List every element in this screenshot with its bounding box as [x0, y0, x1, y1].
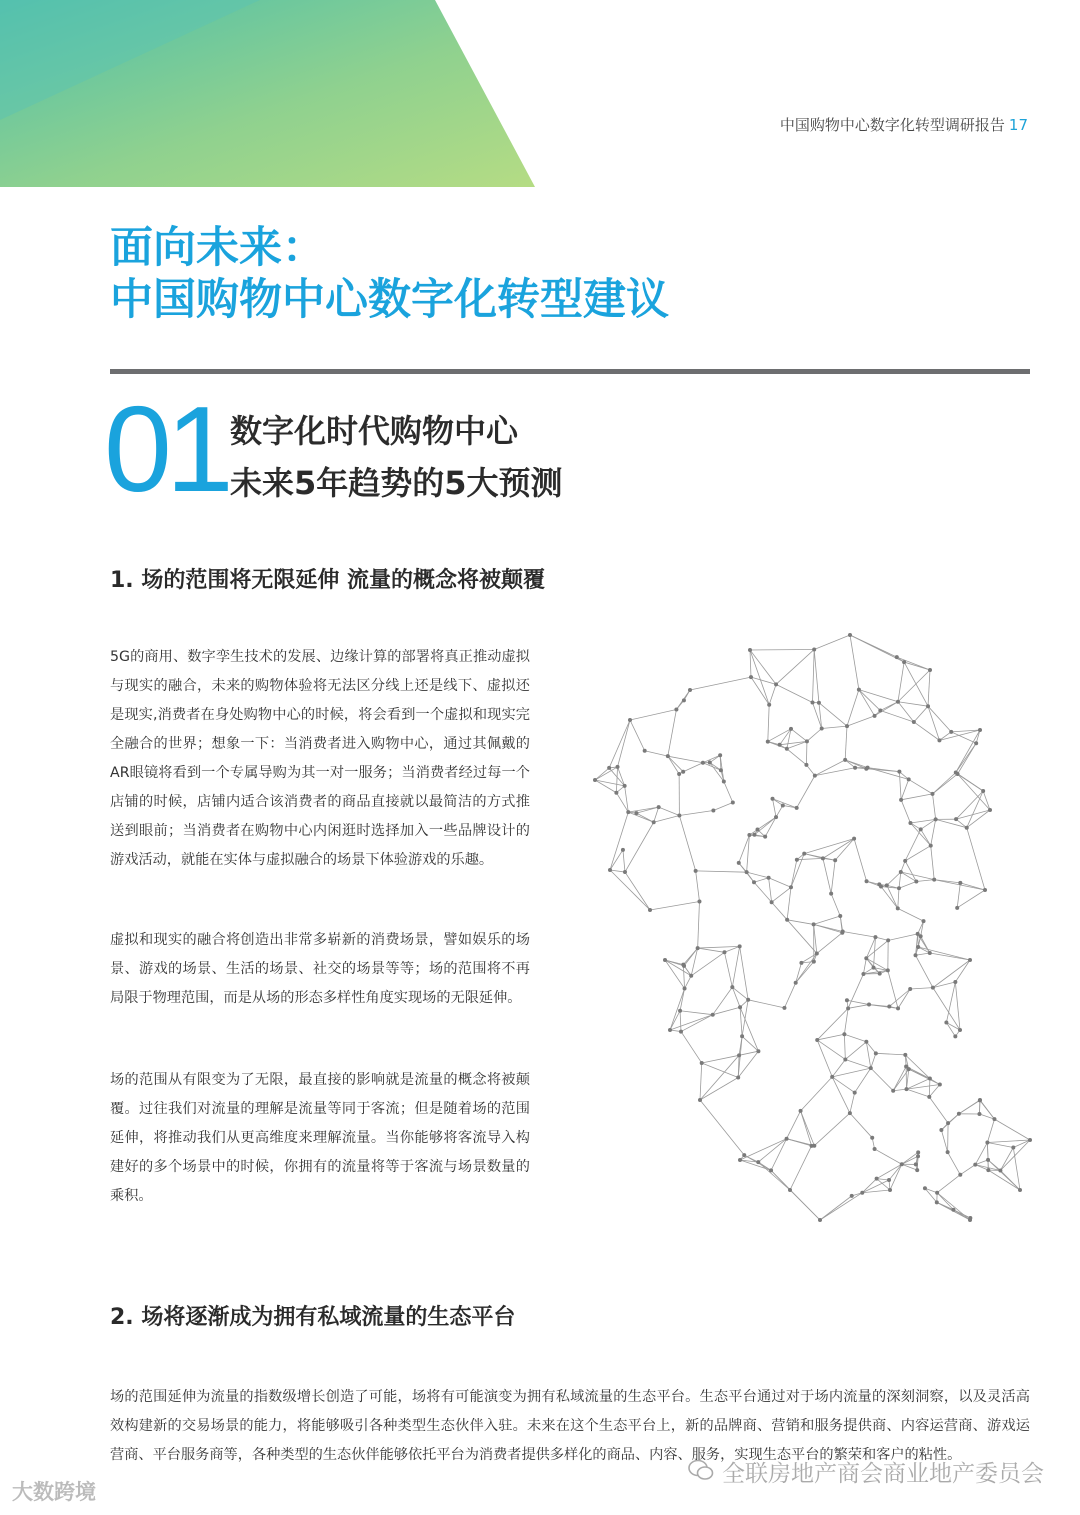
page-number: 17	[1008, 116, 1028, 134]
item-1-paragraph-1: 5G的商用、数字孪生技术的发展、边缘计算的部署将真正推动虚拟与现实的融合，未来的购物体验将无法区分线上还是线下、虚拟还是现实,消费者在身处购物中心的时候，将会看到一个虚拟和现实完全融合的世界；想象一下：当消费者进入购物中心，通过其佩戴的AR眼镜将看到一个专属导购为其一对一服务；当消费者经过每一个店铺的时候，店铺内适合该消费者的商品直接就以最简洁的方式推送到眼前；当消费者在购物中心内闲逛时选择加入一些品牌设计的游戏活动，就能在实体与虚拟融合的场景下体验游戏的乐趣。	[110, 649, 530, 868]
item-2-heading: 2. 场将逐渐成为拥有私域流量的生态平台	[110, 1305, 516, 1330]
title-line-2: 中国购物中心数字化转型建议	[110, 275, 669, 325]
item-1-paragraph-3: 场的范围从有限变为了无限，最直接的影响就是流量的概念将被颠覆。过往我们对流量的理解是流量等同于客流；但是随着场的范围延伸，将推动我们从更高维度来理解流量。当你能够将客流导入构建好的多个场景中的时候，你拥有的流量将等于客流与场景数量的乘积。	[110, 1072, 530, 1204]
report-title: 中国购物中心数字化转型调研报告	[779, 116, 1005, 134]
corner-decoration	[0, 0, 540, 190]
wireframe-head-vr-icon	[590, 630, 1050, 1230]
item-1-paragraph-2: 虚拟和现实的融合将创造出非常多崭新的消费场景，譬如娱乐的场景、游戏的场景、生活的场景、社交的场景等等；场的范围将不再局限于物理范围，而是从场的形态多样性角度实现场的无限延伸。	[110, 932, 530, 1006]
title-line-1: 面向未来：	[110, 223, 325, 273]
wechat-icon	[688, 1459, 714, 1487]
item-1-heading: 1. 场的范围将无限延伸 流量的概念将被颠覆	[110, 568, 545, 593]
running-header	[780, 114, 1028, 135]
divider-rule	[110, 369, 1030, 374]
subtitle-line-2: 未来5年趋势的5大预测	[230, 464, 563, 502]
subtitle-line-1: 数字化时代购物中心	[230, 412, 519, 450]
item-2-paragraph: 场的范围延伸为流量的指数级增长创造了可能，场将有可能演变为拥有私域流量的生态平台。生态平台通过对于场内流量的深刻洞察，以及灵活高效构建新的交易场景的能力，将能够吸引各种类型生态伙伴入驻。未来在这个生态平台上，新的品牌商、营销和服务提供商、内容运营商、游戏运营商、平台服务商等，各种类型的生态伙伴能够依托平台为消费者提供多样化的商品、内容、服务，实现生态平台的繁荣和客户的粘性。	[110, 1389, 1030, 1463]
watermark-right	[688, 1455, 1044, 1488]
section-subtitle	[230, 405, 563, 509]
watermark-right-text: 全联房地产商会商业地产委员会	[722, 1461, 1044, 1487]
section-number: 01	[104, 381, 228, 517]
watermark-left: 大数跨境	[12, 1480, 96, 1504]
page-title	[110, 222, 669, 326]
